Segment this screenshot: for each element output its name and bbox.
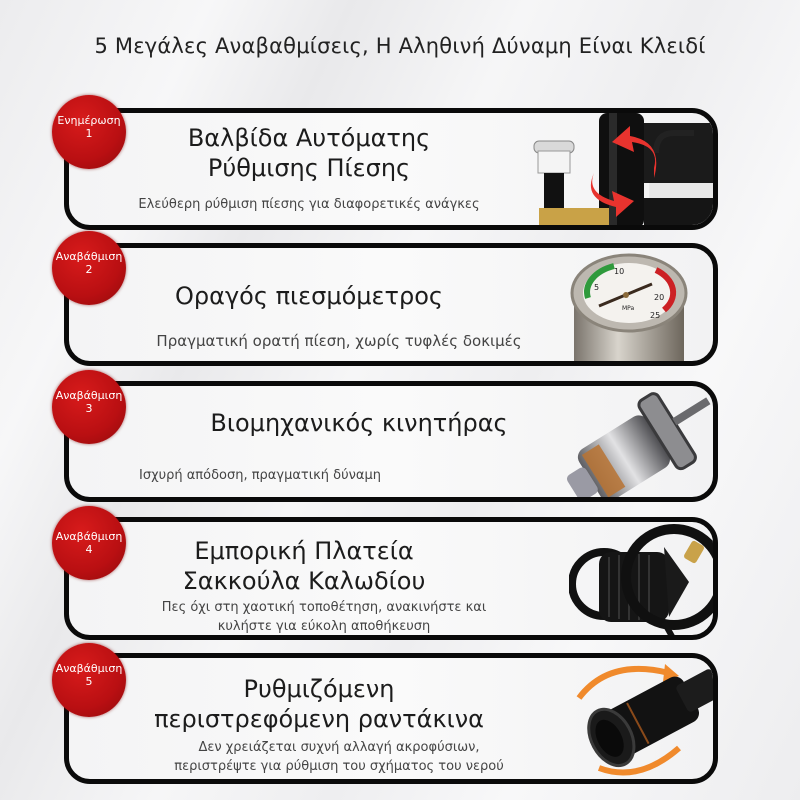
feature-card-pressure-gauge bbox=[64, 243, 718, 366]
svg-text:25: 25 bbox=[650, 311, 661, 320]
feature-description: Ελεύθερη ρύθμιση πίεσης για διαφορετικές ανάγκες bbox=[138, 197, 480, 212]
badge-number: 1 bbox=[85, 127, 93, 140]
badge-label: Αναβάθμιση bbox=[55, 250, 123, 263]
badge-label: Αναβάθμιση bbox=[55, 389, 123, 402]
upgrade-badge bbox=[52, 95, 126, 169]
feature-title-line2: περιστρεφόμενη ραντάκινα bbox=[154, 705, 484, 733]
feature-title bbox=[109, 123, 509, 183]
feature-description bbox=[129, 598, 519, 636]
badge-label: Αναβάθμιση bbox=[55, 662, 123, 675]
svg-text:MPa: MPa bbox=[622, 305, 635, 312]
feature-description: Ισχυρή απόδοση, πραγματική δύναμη bbox=[139, 468, 381, 483]
feature-title-line2: Σακκούλα Καλωδίου bbox=[182, 567, 426, 595]
svg-text:20: 20 bbox=[654, 293, 665, 302]
feature-title-line1: Εμπορική Πλατεία bbox=[194, 537, 414, 565]
upgrade-badge bbox=[52, 370, 126, 444]
feature-card-hose-reel bbox=[64, 517, 718, 640]
feature-card-pressure-valve bbox=[64, 108, 718, 230]
upgrade-badge bbox=[52, 506, 126, 580]
pressure-valve-icon bbox=[524, 113, 718, 228]
feature-card-rotating-nozzle bbox=[64, 653, 718, 784]
feature-title: Βιομηχανικός κινητήρας bbox=[210, 409, 508, 437]
feature-title-line2: Ρύθμισης Πίεσης bbox=[207, 154, 411, 182]
upgrade-badge bbox=[52, 231, 126, 305]
badge-number: 2 bbox=[85, 263, 93, 276]
feature-description-line2: κυλήστε για εύκολη αποθήκευση bbox=[217, 619, 431, 634]
feature-title-line1: Ρυθμιζόμενη bbox=[243, 675, 395, 703]
svg-text:5: 5 bbox=[594, 283, 600, 292]
svg-text:10: 10 bbox=[614, 267, 625, 276]
feature-description-line2: περιστρέψτε για ρύθμιση του σχήματος του νερού bbox=[174, 759, 504, 774]
feature-card-industrial-motor bbox=[64, 381, 718, 502]
hose-reel-icon bbox=[569, 522, 718, 640]
feature-title bbox=[119, 674, 519, 734]
badge-label: Αναβάθμιση 4 bbox=[55, 530, 123, 556]
badge-number: 5 bbox=[85, 675, 93, 688]
badge-number: 3 bbox=[85, 402, 93, 415]
upgrade-badge bbox=[52, 643, 126, 717]
feature-description: Πραγματική ορατή πίεση, χωρίς τυφλές δοκιμές bbox=[156, 332, 522, 350]
feature-description bbox=[129, 738, 549, 776]
feature-description-line1: Δεν χρειάζεται συχνή αλλαγή ακροφύσιων, bbox=[198, 740, 480, 755]
page-title: 5 Μεγάλες Αναβαθμίσεις, Η Αληθινή Δύναμη Είναι Κλειδί bbox=[94, 34, 706, 58]
feature-title: Οραγός πιεσμόμετρος bbox=[175, 282, 443, 310]
rotating-nozzle-icon bbox=[539, 658, 718, 782]
badge-label: Ενημέρωση bbox=[57, 114, 121, 127]
pressure-gauge-icon bbox=[564, 248, 694, 366]
feature-title bbox=[129, 536, 479, 596]
motor-icon bbox=[539, 386, 718, 502]
feature-description-line1: Πες όχι στη χαοτική τοποθέτηση, ανακινήστε και bbox=[161, 600, 487, 615]
feature-title-line1: Βαλβίδα Αυτόματης bbox=[187, 124, 431, 152]
